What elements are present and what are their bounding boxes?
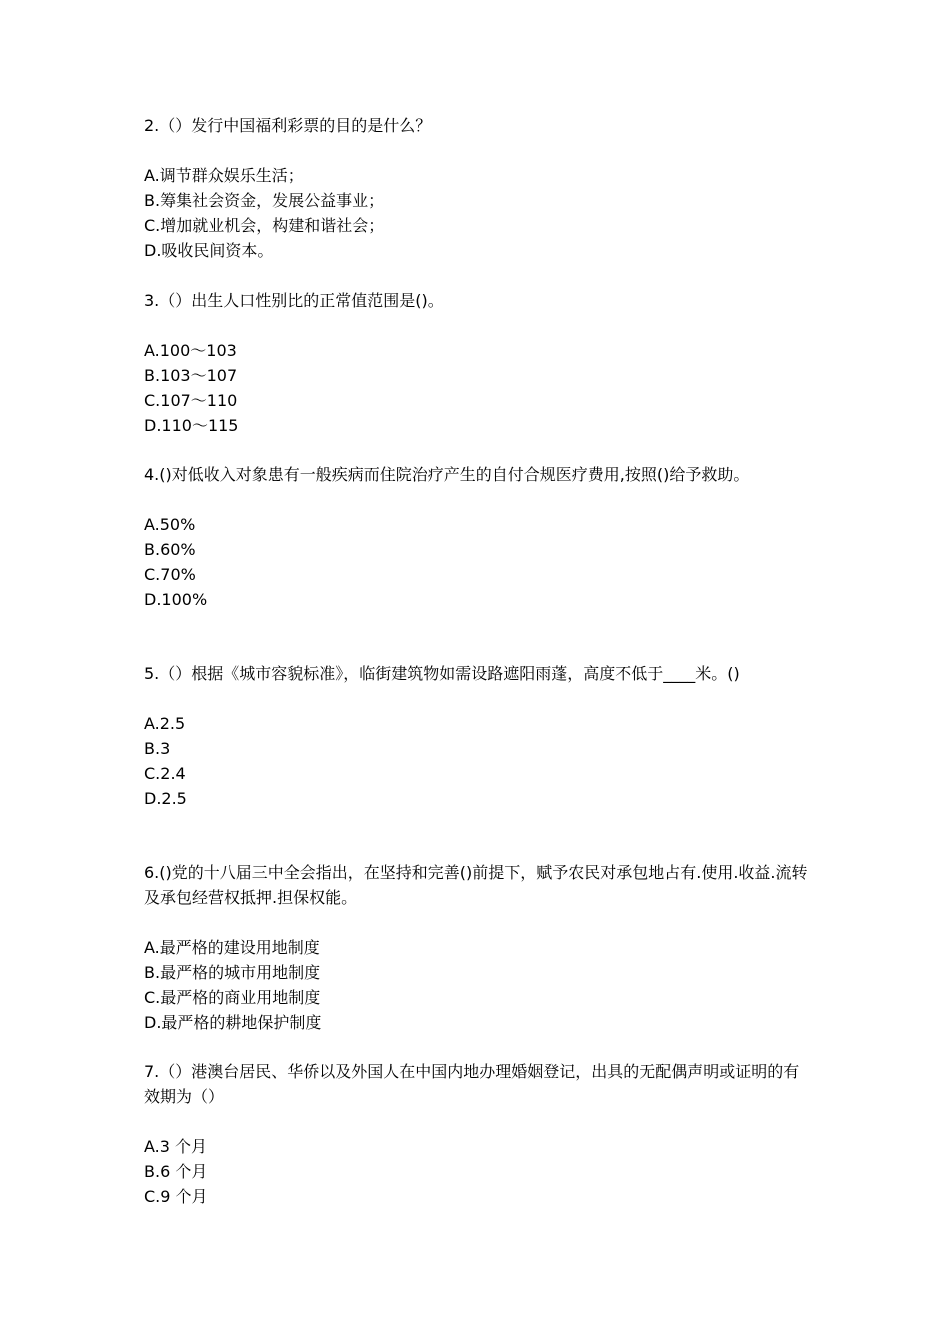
question-2	[144, 113, 810, 263]
option-a: A.50%	[144, 515, 196, 534]
question-text: 7.（）港澳台居民、华侨以及外国人在中国内地办理婚姻登记，出具的无配偶声明或证明的有效期为（）	[144, 1062, 800, 1106]
question-6	[144, 860, 810, 1035]
option-list	[144, 1134, 810, 1209]
option-c: C.9 个月	[144, 1187, 208, 1206]
question-text: 4.()对低收入对象患有一般疾病而住院治疗产生的自付合规医疗费用,按照()给予救助。	[144, 465, 750, 484]
question-7	[144, 1059, 810, 1209]
question-4	[144, 462, 810, 612]
option-list	[144, 935, 810, 1035]
option-c: C.107～110	[144, 391, 238, 410]
option-b: B.60%	[144, 540, 196, 559]
option-d: D.最严格的耕地保护制度	[144, 1013, 322, 1032]
option-c: C.70%	[144, 565, 196, 584]
question-text: 3.（）出生人口性别比的正常值范围是()。	[144, 291, 444, 310]
option-b: B.筹集社会资金，发展公益事业；	[144, 191, 385, 210]
option-list	[144, 163, 810, 263]
question-5	[144, 661, 810, 811]
option-d: D.110～115	[144, 416, 239, 435]
option-d: D.吸收民间资本。	[144, 241, 274, 260]
option-a: A.2.5	[144, 714, 186, 733]
question-text: 5.（）根据《城市容貌标准》，临街建筑物如需设路遮阳雨蓬，高度不低于____米。()	[144, 664, 740, 683]
option-c: C.最严格的商业用地制度	[144, 988, 321, 1007]
option-list	[144, 338, 810, 438]
option-c: C.2.4	[144, 764, 186, 783]
option-b: B.3	[144, 739, 171, 758]
option-d: D.100%	[144, 590, 208, 609]
question-3	[144, 288, 810, 438]
question-text: 2.（）发行中国福利彩票的目的是什么？	[144, 116, 432, 135]
option-a: A.100～103	[144, 341, 237, 360]
option-c: C.增加就业机会，构建和谐社会；	[144, 216, 385, 235]
option-a: A.调节群众娱乐生活；	[144, 166, 304, 185]
question-text: 6.()党的十八届三中全会指出，在坚持和完善()前提下，赋予农民对承包地占有.使用.收益.流转及承包经营权抵押.担保权能。	[144, 863, 808, 907]
option-d: D.2.5	[144, 789, 187, 808]
option-list	[144, 711, 810, 811]
option-a: A.3 个月	[144, 1137, 208, 1156]
option-b: B.最严格的城市用地制度	[144, 963, 321, 982]
option-b: B.6 个月	[144, 1162, 208, 1181]
option-a: A.最严格的建设用地制度	[144, 938, 320, 957]
option-list	[144, 512, 810, 612]
option-b: B.103～107	[144, 366, 238, 385]
